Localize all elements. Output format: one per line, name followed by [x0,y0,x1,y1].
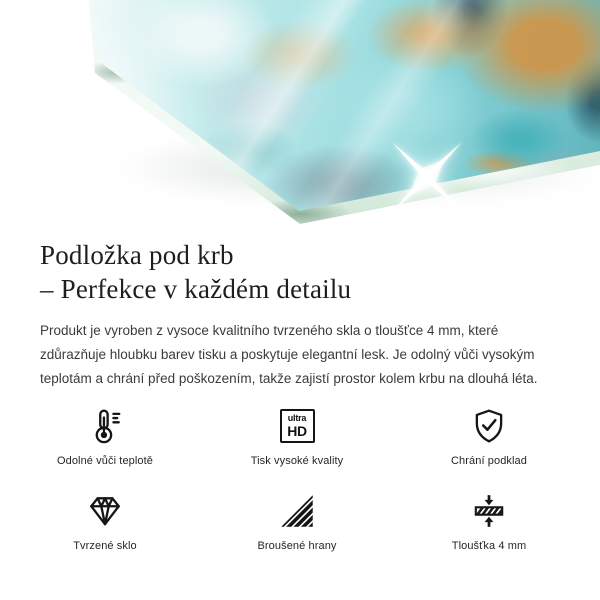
thickness-icon [469,491,509,531]
ultra-hd-text-bottom: HD [287,423,307,439]
feature-label: Chrání podklad [450,455,527,467]
thermometer-icon [85,406,125,446]
feature-label: Odolné vůči teplotě [56,455,154,467]
feature-label: Tloušťka 4 mm [451,540,527,552]
page-title-line1: Podložka pod krb [40,240,234,270]
product-description-section [0,232,600,391]
feature-temperature-resistant [9,406,201,491]
feature-thickness [393,491,585,576]
feature-protects-floor [393,406,585,491]
page-title [40,238,560,306]
feature-tempered-glass [9,491,201,576]
feature-grid [9,406,585,576]
ultra-hd-box [280,409,315,443]
feature-print-quality [201,406,393,491]
ultra-hd-icon [277,406,317,446]
ultra-hd-text-top: ultra [287,413,307,423]
shield-check-icon [469,406,509,446]
page-title-line2: – Perfekce v každém detailu [40,274,352,304]
feature-polished-edges [201,491,393,576]
feature-label: Broušené hrany [257,540,337,552]
sparkle-highlight-icon [372,122,482,232]
diamond-icon [85,491,125,531]
polished-edges-icon [277,491,317,531]
product-photo [0,0,600,232]
feature-label: Tvrzené sklo [73,540,137,552]
feature-label: Tisk vysoké kvality [250,455,344,467]
product-intro-text: Produkt je vyroben z vysoce kvalitního tvrzeného skla o tloušťce 4 mm, které zdůrazňuje hloubku barev tisku a poskytuje elegantní lesk. Je odolný vůči vysokým teplotám a chrání před poškozením, takže zajistí prostor kolem krbu na dlouhá léta. [40,323,538,386]
